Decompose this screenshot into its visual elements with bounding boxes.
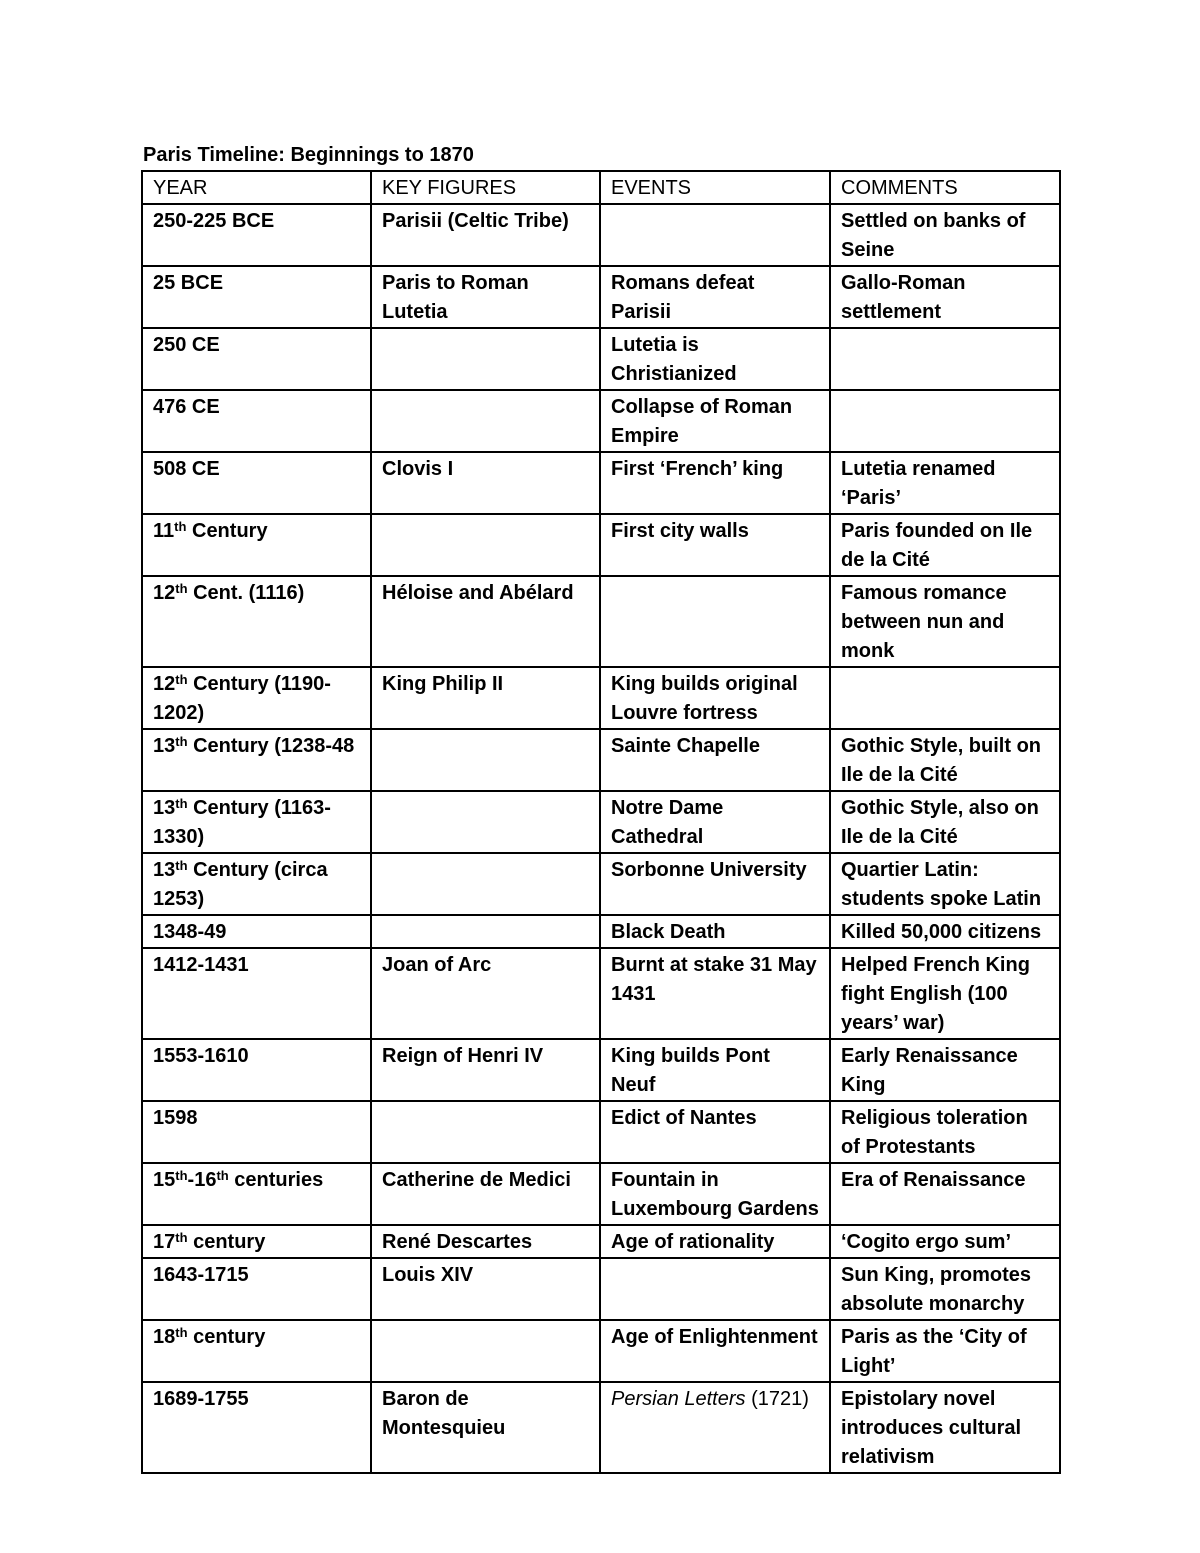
cell-comments: Early Renaissance King xyxy=(830,1039,1060,1101)
cell-figures xyxy=(371,853,600,915)
cell-events: Edict of Nantes xyxy=(600,1101,830,1163)
cell-comments: Quartier Latin: students spoke Latin xyxy=(830,853,1060,915)
table-row xyxy=(142,1039,1060,1101)
table-row xyxy=(142,452,1060,514)
cell-figures xyxy=(371,729,600,791)
cell-figures: René Descartes xyxy=(371,1225,600,1258)
year-range-end: -16 xyxy=(187,1169,217,1191)
cell-year xyxy=(142,729,371,791)
table-row xyxy=(142,514,1060,576)
cell-events xyxy=(600,576,830,667)
year-number: 13 xyxy=(153,859,176,881)
cell-events: Age of rationality xyxy=(600,1225,830,1258)
year-number: 12 xyxy=(153,582,176,604)
cell-figures: King Philip II xyxy=(371,667,600,729)
year-suffix: Century (1163-1330) xyxy=(153,797,331,848)
cell-year xyxy=(142,853,371,915)
cell-comments: Religious toleration of Protestants xyxy=(830,1101,1060,1163)
cell-year: 250-225 BCE xyxy=(142,204,371,266)
table-header-row xyxy=(142,171,1060,204)
cell-comments: Sun King, promotes absolute monarchy xyxy=(830,1258,1060,1320)
cell-comments: Gothic Style, also on Ile de la Cité xyxy=(830,791,1060,853)
book-title: Persian Letters xyxy=(611,1388,746,1410)
cell-year: 1598 xyxy=(142,1101,371,1163)
year-ordinal: th xyxy=(216,1168,229,1183)
year-suffix: Century xyxy=(186,520,268,542)
cell-events: Collapse of Roman Empire xyxy=(600,390,830,452)
timeline-table xyxy=(141,170,1061,1474)
header-year: YEAR xyxy=(142,171,371,204)
table-row xyxy=(142,915,1060,948)
year-ordinal: th xyxy=(175,796,188,811)
cell-figures xyxy=(371,514,600,576)
cell-events: Burnt at stake 31 May 1431 xyxy=(600,948,830,1039)
year-suffix: Cent. (1116) xyxy=(187,582,305,604)
year-ordinal: th xyxy=(175,672,188,687)
cell-figures xyxy=(371,328,600,390)
cell-events: Romans defeat Parisii xyxy=(600,266,830,328)
cell-events: Fountain in Luxembourg Gardens xyxy=(600,1163,830,1225)
year-ordinal: th xyxy=(175,858,188,873)
cell-year: 1412-1431 xyxy=(142,948,371,1039)
year-suffix: century xyxy=(187,1326,266,1348)
cell-events: Age of Enlightenment xyxy=(600,1320,830,1382)
table-row xyxy=(142,1101,1060,1163)
cell-figures: Joan of Arc xyxy=(371,948,600,1039)
cell-figures xyxy=(371,390,600,452)
year-ordinal: th xyxy=(175,1168,188,1183)
cell-figures: Reign of Henri IV xyxy=(371,1039,600,1101)
cell-year xyxy=(142,514,371,576)
table-row xyxy=(142,853,1060,915)
cell-year: 508 CE xyxy=(142,452,371,514)
year-number: 13 xyxy=(153,797,176,819)
book-year: (1721) xyxy=(745,1388,809,1410)
cell-events xyxy=(600,204,830,266)
cell-events: Black Death xyxy=(600,915,830,948)
cell-figures: Parisii (Celtic Tribe) xyxy=(371,204,600,266)
cell-comments: Era of Renaissance xyxy=(830,1163,1060,1225)
page-title: Paris Timeline: Beginnings to 1870 xyxy=(143,144,474,166)
cell-comments: Famous romance between nun and monk xyxy=(830,576,1060,667)
cell-figures xyxy=(371,791,600,853)
cell-year: 1643-1715 xyxy=(142,1258,371,1320)
year-suffix: Century (1238-48 xyxy=(187,735,355,757)
table-row xyxy=(142,791,1060,853)
cell-comments: Gothic Style, built on Ile de la Cité xyxy=(830,729,1060,791)
table-row xyxy=(142,948,1060,1039)
year-suffix: centuries xyxy=(228,1169,324,1191)
cell-comments: Helped French King fight English (100 years’ war) xyxy=(830,948,1060,1039)
cell-comments xyxy=(830,390,1060,452)
table-row xyxy=(142,390,1060,452)
table-row xyxy=(142,1225,1060,1258)
table-row xyxy=(142,576,1060,667)
table-row xyxy=(142,328,1060,390)
cell-figures: Paris to Roman Lutetia xyxy=(371,266,600,328)
cell-comments: Paris as the ‘City of Light’ xyxy=(830,1320,1060,1382)
year-suffix: Century (1190-1202) xyxy=(153,673,331,724)
cell-figures xyxy=(371,1101,600,1163)
cell-comments: ‘Cogito ergo sum’ xyxy=(830,1225,1060,1258)
header-events: EVENTS xyxy=(600,171,830,204)
cell-events: King builds Pont Neuf xyxy=(600,1039,830,1101)
cell-year xyxy=(142,667,371,729)
cell-comments: Gallo-Roman settlement xyxy=(830,266,1060,328)
cell-events: King builds original Louvre fortress xyxy=(600,667,830,729)
table-row xyxy=(142,1382,1060,1473)
cell-events: First city walls xyxy=(600,514,830,576)
header-key-figures: KEY FIGURES xyxy=(371,171,600,204)
year-number: 11 xyxy=(153,520,175,542)
cell-year: 1553-1610 xyxy=(142,1039,371,1101)
cell-figures: Louis XIV xyxy=(371,1258,600,1320)
cell-figures: Baron de Montesquieu xyxy=(371,1382,600,1473)
year-number: 18 xyxy=(153,1326,176,1348)
header-comments: COMMENTS xyxy=(830,171,1060,204)
year-ordinal: th xyxy=(175,1230,188,1245)
cell-events: Sainte Chapelle xyxy=(600,729,830,791)
cell-comments: Settled on banks of Seine xyxy=(830,204,1060,266)
cell-year xyxy=(142,576,371,667)
cell-year: 25 BCE xyxy=(142,266,371,328)
cell-year: 250 CE xyxy=(142,328,371,390)
year-suffix: century xyxy=(187,1231,266,1253)
cell-events: Notre Dame Cathedral xyxy=(600,791,830,853)
cell-year: 476 CE xyxy=(142,390,371,452)
table-row xyxy=(142,1258,1060,1320)
cell-events: Lutetia is Christianized xyxy=(600,328,830,390)
table-row xyxy=(142,667,1060,729)
cell-figures xyxy=(371,915,600,948)
year-ordinal: th xyxy=(174,519,187,534)
cell-comments: Killed 50,000 citizens xyxy=(830,915,1060,948)
cell-year xyxy=(142,791,371,853)
year-number: 15 xyxy=(153,1169,176,1191)
cell-comments: Lutetia renamed ‘Paris’ xyxy=(830,452,1060,514)
cell-comments xyxy=(830,667,1060,729)
cell-figures: Héloise and Abélard xyxy=(371,576,600,667)
year-suffix: Century (circa 1253) xyxy=(153,859,328,910)
year-ordinal: th xyxy=(175,581,188,596)
year-number: 13 xyxy=(153,735,176,757)
cell-figures: Clovis I xyxy=(371,452,600,514)
cell-comments xyxy=(830,328,1060,390)
cell-events: Sorbonne University xyxy=(600,853,830,915)
cell-events: First ‘French’ king xyxy=(600,452,830,514)
table-row xyxy=(142,1320,1060,1382)
year-number: 17 xyxy=(153,1231,176,1253)
cell-year: 1348-49 xyxy=(142,915,371,948)
cell-events xyxy=(600,1382,830,1473)
cell-year: 1689-1755 xyxy=(142,1382,371,1473)
cell-comments: Paris founded on Ile de la Cité xyxy=(830,514,1060,576)
table-row xyxy=(142,729,1060,791)
cell-figures: Catherine de Medici xyxy=(371,1163,600,1225)
cell-figures xyxy=(371,1320,600,1382)
table-row xyxy=(142,1163,1060,1225)
cell-comments: Epistolary novel introduces cultural relativism xyxy=(830,1382,1060,1473)
cell-year xyxy=(142,1225,371,1258)
cell-year xyxy=(142,1163,371,1225)
cell-events xyxy=(600,1258,830,1320)
cell-year xyxy=(142,1320,371,1382)
year-ordinal: th xyxy=(175,1325,188,1340)
year-ordinal: th xyxy=(175,734,188,749)
year-number: 12 xyxy=(153,673,176,695)
table-row xyxy=(142,266,1060,328)
table-row xyxy=(142,204,1060,266)
